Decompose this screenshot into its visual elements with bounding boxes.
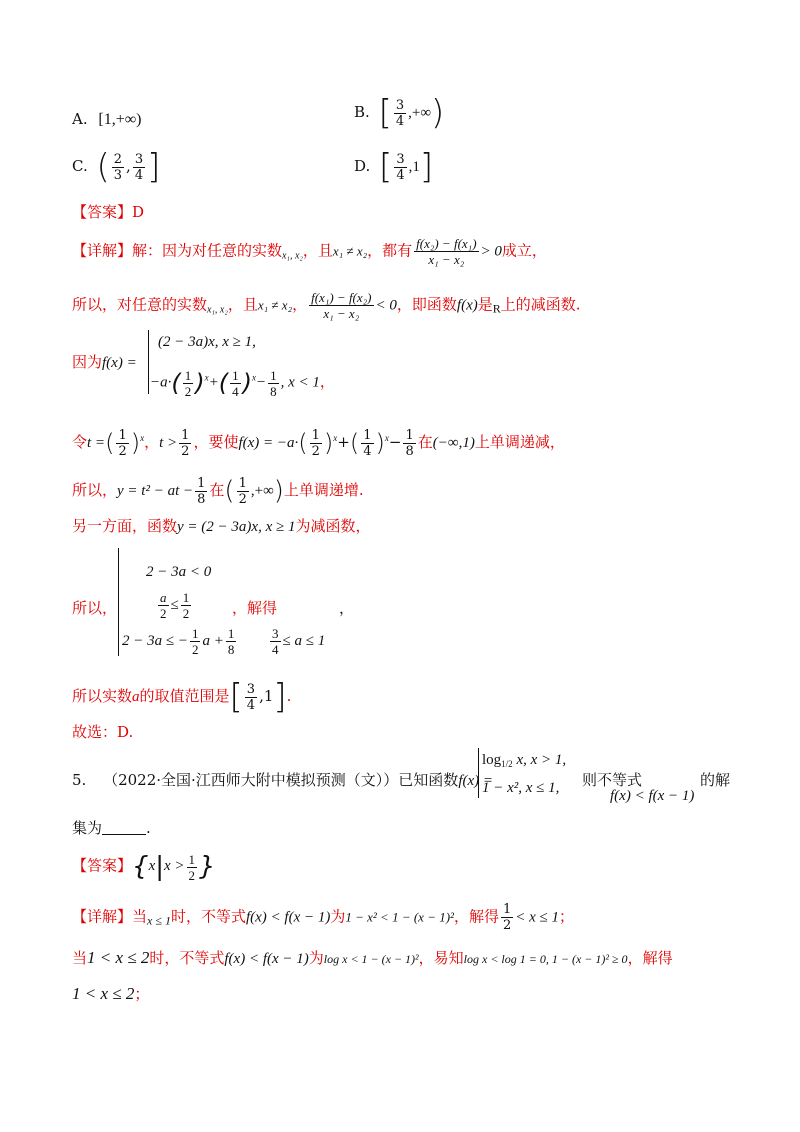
question-5-line-2 xyxy=(72,818,740,838)
question-case-2: 1 − x², x ≤ 1, xyxy=(482,780,560,796)
math-term: 2 − 3a ≤ − xyxy=(122,632,188,649)
math-fx: f(x) xyxy=(456,297,478,314)
question-text: 集为 xyxy=(72,819,103,837)
math-result: < x ≤ 1 xyxy=(515,909,560,926)
punct: ， xyxy=(144,433,160,451)
question-fx: f(x) = xyxy=(458,773,493,789)
math-expr: log x < log 1 = 0, 1 − (x − 1)² ≥ 0 xyxy=(463,952,628,966)
math-term: −a· xyxy=(150,374,172,391)
system-result xyxy=(268,626,740,657)
frac-den: 8 xyxy=(270,383,277,399)
math-interval: ,+∞ xyxy=(250,483,274,499)
detail-text: ，且 xyxy=(302,241,333,260)
frac-num: 1 xyxy=(227,626,235,641)
frac-den: 2 xyxy=(188,867,196,883)
option-d-den: 4 xyxy=(396,167,405,183)
math-vars: x₁, x₂ xyxy=(207,304,228,316)
question-text-2: 则不等式 xyxy=(582,771,643,789)
answer-2-tag: 【答案】 xyxy=(72,856,133,875)
math-result: ≤ a ≤ 1 xyxy=(282,632,326,649)
frac-den: x₁ − x₂ xyxy=(323,306,360,321)
frac-num: 1 xyxy=(311,427,320,443)
detail-text: ，解得 xyxy=(453,907,499,926)
math-op: + xyxy=(208,374,219,391)
detail-2-line-2 xyxy=(72,948,740,969)
frac-num: f(x₂) − f(x₁) xyxy=(416,236,477,251)
punct: . xyxy=(146,819,151,837)
math-set-var: x xyxy=(148,858,156,875)
detail-text: 当 xyxy=(132,907,148,926)
frac-num: 1 xyxy=(270,367,277,383)
math-term: x, x > 1, xyxy=(516,752,567,768)
detail-text: 上单调递减， xyxy=(474,433,565,451)
option-b-label: B. xyxy=(354,103,370,121)
punct: ； xyxy=(559,907,575,926)
option-c: C. ( $\frac{2}{3}$ , $\frac{3}{4}$ ] xyxy=(72,147,161,187)
frac-num: 1 xyxy=(118,427,127,443)
math-fx: f(x) = xyxy=(102,355,137,371)
math-op: + xyxy=(337,433,350,451)
math-log-base: 1/2 xyxy=(501,759,513,769)
frac-den: 8 xyxy=(405,443,414,459)
detail-text: 在 xyxy=(209,481,225,499)
frac-den: 2 xyxy=(311,443,320,459)
math-expr: y = t² − at − xyxy=(117,483,194,499)
detail-text: 解：因为对任意的实数 xyxy=(132,241,283,260)
detail-text: 在 xyxy=(417,433,433,451)
frac-den: 2 xyxy=(191,642,199,657)
piecewise-case-1: (2 − 3a)x, x ≥ 1, xyxy=(158,334,256,350)
detail-1-line-9: 故选：D. xyxy=(72,723,134,741)
system-brace xyxy=(118,548,119,656)
detail-text: ，即函数 xyxy=(396,295,457,314)
answer-1-tag: 【答案】 xyxy=(72,203,133,221)
option-b: B. [ $\frac{3}{4}$ ,+∞) xyxy=(354,93,445,133)
frac-den: 2 xyxy=(238,491,247,507)
frac-num: 1 xyxy=(184,367,192,383)
math-interval: ,1 xyxy=(259,687,274,705)
frac-den: 2 xyxy=(160,606,167,621)
detail-text: ，且 xyxy=(227,295,258,314)
option-c-num1: 2 xyxy=(113,151,123,167)
punct: ， xyxy=(319,374,335,391)
option-b-den: 4 xyxy=(395,113,405,129)
detail-text: 是 xyxy=(477,295,493,314)
punct: ， xyxy=(339,599,355,617)
detail-text: 因为 xyxy=(72,353,103,371)
math-gt: > 0 xyxy=(480,243,502,260)
math-log: log xyxy=(482,752,502,768)
math-term: a + xyxy=(202,632,224,649)
frac-den: 8 xyxy=(227,642,235,657)
detail-1-line-6 xyxy=(72,516,740,537)
math-interval: (−∞,1) xyxy=(432,435,475,451)
detail-text: ，都有 xyxy=(367,241,413,260)
option-a-label: A. xyxy=(72,110,88,128)
math-cond: x₁ ≠ x₂ xyxy=(257,297,293,313)
math-vars: x₁, x₂ xyxy=(282,250,303,262)
frac-den: 2 xyxy=(118,443,127,459)
question-number: 5. xyxy=(72,771,87,789)
frac-num: 1 xyxy=(181,427,190,443)
question-text-3: 的解 xyxy=(700,771,731,789)
detail-text: ，解得 xyxy=(232,599,278,617)
detail-text: ，要使 xyxy=(193,433,239,451)
frac-den: 2 xyxy=(182,606,190,621)
frac-num: 1 xyxy=(191,626,199,641)
math-op: ≤ xyxy=(170,596,179,613)
detail-text: 时，不等式 xyxy=(149,949,225,967)
math-a: a xyxy=(132,689,140,705)
frac-den: 8 xyxy=(197,491,206,507)
detail-2-line-3 xyxy=(72,984,740,1004)
option-d-label: D. xyxy=(354,157,371,175)
frac-den: 2 xyxy=(184,383,192,399)
detail-text: 当 xyxy=(72,949,88,967)
math-result: 1 < x ≤ 2 xyxy=(72,984,135,1003)
option-d-rest: ,1 xyxy=(408,159,420,175)
system-conclusion xyxy=(232,598,740,618)
math-op: − xyxy=(388,433,402,451)
detail-text: 的取值范围是 xyxy=(139,687,230,705)
detail-1-tag: 【详解】 xyxy=(72,241,133,260)
frac-den: 4 xyxy=(363,443,372,459)
detail-text: 为减函数， xyxy=(295,517,371,535)
detail-1-line-2 xyxy=(72,290,740,321)
math-ineq: f(x) < f(x − 1) xyxy=(245,909,331,926)
frac-num: 1 xyxy=(238,475,247,491)
detail-text: 成立， xyxy=(501,241,547,260)
math-set-cond: x > xyxy=(164,858,185,875)
frac-den: 4 xyxy=(232,383,239,399)
frac-num: 3 xyxy=(246,681,256,697)
detail-1-line-4: 令t =( $\frac{1}{2}$ )$^x$，t > $\frac{1}{2}$ ，要使f(x) = −a·( $\frac{1}{2}$ )$^x$+( $\frac{1}{4}$ )$^x$− $\frac{1}{8}$ 在(−∞,1)上单调递减， xyxy=(72,427,565,459)
frac-num: a xyxy=(160,590,167,605)
math-term: , x < 1 xyxy=(280,374,320,391)
answer-2: 【答案】{x|x > $\frac{1}{2}$ } xyxy=(72,851,216,883)
option-a-value: [1,+∞) xyxy=(98,111,142,128)
math-t: t = xyxy=(87,435,106,451)
frac-num: f(x₁) − f(x₂) xyxy=(311,290,372,305)
math-fx: f(x) = −a· xyxy=(238,435,299,451)
math-cond: 1 < x ≤ 2 xyxy=(87,948,150,967)
answer-blank xyxy=(102,820,146,835)
detail-1-line-5: 所以，y = t² − at − $\frac{1}{8}$ 在( $\frac{1}{2}$ ,+∞)上单调递增. xyxy=(72,475,364,507)
frac-num: 1 xyxy=(188,851,196,867)
detail-text: 所以实数 xyxy=(72,687,133,705)
frac-den: x₁ − x₂ xyxy=(428,252,465,267)
option-c-den1: 3 xyxy=(113,167,123,183)
option-d: D. [ $\frac{3}{4}$ ,1] xyxy=(354,147,434,187)
detail-text: 上的减函数. xyxy=(500,295,581,314)
detail-2-line-1 xyxy=(72,902,740,933)
frac-den: 4 xyxy=(246,697,256,713)
option-c-label: C. xyxy=(72,157,88,175)
option-c-num2: 3 xyxy=(134,151,144,167)
frac-num: 1 xyxy=(405,427,414,443)
math-ineq: f(x) < f(x − 1) xyxy=(224,951,309,967)
detail-text: 为 xyxy=(330,907,346,926)
detail-text: 为 xyxy=(308,949,324,967)
math-R: R xyxy=(492,301,501,316)
option-b-rest: ,+∞ xyxy=(408,105,432,121)
frac-num: 1 xyxy=(182,590,190,605)
frac-num: 1 xyxy=(502,902,512,917)
frac-num: 1 xyxy=(232,367,239,383)
punct: . xyxy=(286,687,292,705)
math-cond: x₁ ≠ x₂ xyxy=(332,243,368,259)
detail-text: 令 xyxy=(72,433,88,451)
detail-text: 另一方面，函数 xyxy=(72,517,178,535)
option-d-num: 3 xyxy=(396,151,405,167)
frac-den: 2 xyxy=(502,918,512,933)
frac-num: 3 xyxy=(272,626,279,641)
option-a xyxy=(72,110,141,129)
math-lt: < 0 xyxy=(375,297,397,314)
detail-text: 所以，对任意的实数 xyxy=(72,295,208,314)
piecewise-case-2: −a·( $\frac{1}{2}$ )$^x$+( $\frac{1}{4}$ )$^x$− $\frac{1}{8}$ , x < 1， xyxy=(150,367,335,399)
detail-text: 所以， xyxy=(72,599,118,617)
punct: ； xyxy=(134,985,150,1003)
question-piecewise-brace xyxy=(478,748,479,798)
answer-1-value: D xyxy=(132,203,145,221)
frac-den: 4 xyxy=(272,642,279,657)
detail-1-line-8: 所以实数a的取值范围是[ $\frac{3}{4}$ ,1]. xyxy=(72,677,292,717)
frac-num: 1 xyxy=(363,427,372,443)
frac-den: 2 xyxy=(181,443,190,459)
math-cond: x ≤ 1 xyxy=(147,913,171,928)
detail-text: ，解得 xyxy=(627,949,673,967)
frac-num: 1 xyxy=(197,475,206,491)
detail-text: 上单调递增. xyxy=(283,481,364,499)
math-expr: 1 − x² < 1 − (x − 1)² xyxy=(345,909,454,925)
math-cond: t > xyxy=(159,435,178,451)
math-expr: log x < 1 − (x − 1)² xyxy=(323,952,419,966)
math-op: − xyxy=(256,374,267,391)
question-source: （2022·全国·江西师大附中模拟预测（文））已知函数 xyxy=(103,771,459,789)
detail-text: ， xyxy=(292,295,308,314)
math-expr: y = (2 − 3a)x, x ≥ 1 xyxy=(177,519,296,535)
option-b-num: 3 xyxy=(395,97,405,113)
detail-1-line-1 xyxy=(72,236,740,267)
detail-2-tag: 【详解】 xyxy=(72,907,133,926)
piecewise-brace xyxy=(148,330,149,394)
detail-text: 所以， xyxy=(72,481,118,499)
detail-text: ，易知 xyxy=(418,949,464,967)
detail-text: 时，不等式 xyxy=(170,907,246,926)
answer-1 xyxy=(72,202,740,222)
system-row-1: 2 − 3a < 0 xyxy=(146,564,212,580)
question-inequality: f(x) < f(x − 1) xyxy=(610,788,695,804)
option-c-den2: 4 xyxy=(134,167,144,183)
